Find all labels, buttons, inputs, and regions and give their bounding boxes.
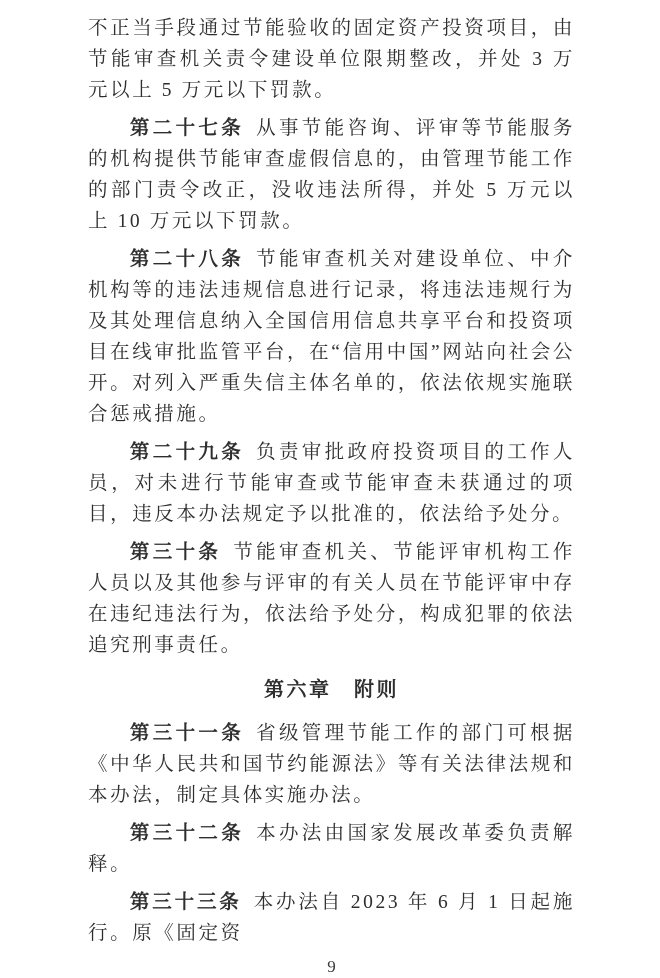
article-27-paragraph (88, 113, 575, 237)
article-29-paragraph (88, 437, 575, 530)
article-30-paragraph (88, 537, 575, 661)
article-30-number: 第三十条 (129, 542, 222, 563)
article-29-text: 负责审批政府投资项目的工作人员，对未进行节能审查或节能审查未获通过的项目，违反本办法规定予以批准的，依法给予处分。 (88, 442, 575, 525)
article-33-paragraph (88, 887, 575, 949)
paragraph-continuation: 不正当手段通过节能验收的固定资产投资项目，由节能审查机关责令建设单位限期整改，并处 3 万元以上 5 万元以下罚款。 (88, 18, 575, 101)
article-28-text: 节能审查机关对建设单位、中介机构等的违法违规信息进行记录，将违法违规行为及其处理信息纳入全国信用信息共享平台和投资项目在线审批监管平台，在“信用中国”网站向社会公开。对列入严重失信主体名单的，依法依规实施联合惩戒措施。 (88, 249, 575, 425)
article-32-paragraph (88, 818, 575, 880)
article-28-paragraph (88, 244, 575, 430)
article-31-paragraph (88, 718, 575, 811)
article-29-number: 第二十九条 (129, 442, 245, 463)
article-27-text: 从事节能咨询、评审等节能服务的机构提供节能审查虚假信息的，由管理节能工作的部门责令改正，没收违法所得，并处 5 万元以上 10 万元以下罚款。 (88, 118, 575, 232)
article-33-number: 第三十三条 (129, 892, 242, 913)
article-32-text: 本办法由国家发展改革委负责解释。 (88, 823, 575, 875)
article-31-number: 第三十一条 (129, 723, 245, 744)
chapter-heading: 第六章 附则 (264, 679, 399, 701)
article-33-text: 本办法自 2023 年 6 月 1 日起施行。原《固定资 (88, 892, 575, 944)
article-30-text: 节能审查机关、节能评审机构工作人员以及其他参与评审的有关人员在节能评审中存在违纪违法行为，依法给予处分，构成犯罪的依法追究刑事责任。 (88, 542, 575, 656)
article-31-text: 省级管理节能工作的部门可根据《中华人民共和国节约能源法》等有关法律法规和本办法，制定具体实施办法。 (88, 723, 575, 806)
article-32-number: 第三十二条 (129, 823, 245, 844)
page-number: 9 (327, 957, 336, 976)
article-27-number: 第二十七条 (129, 118, 245, 139)
article-28-number: 第二十八条 (129, 249, 245, 270)
